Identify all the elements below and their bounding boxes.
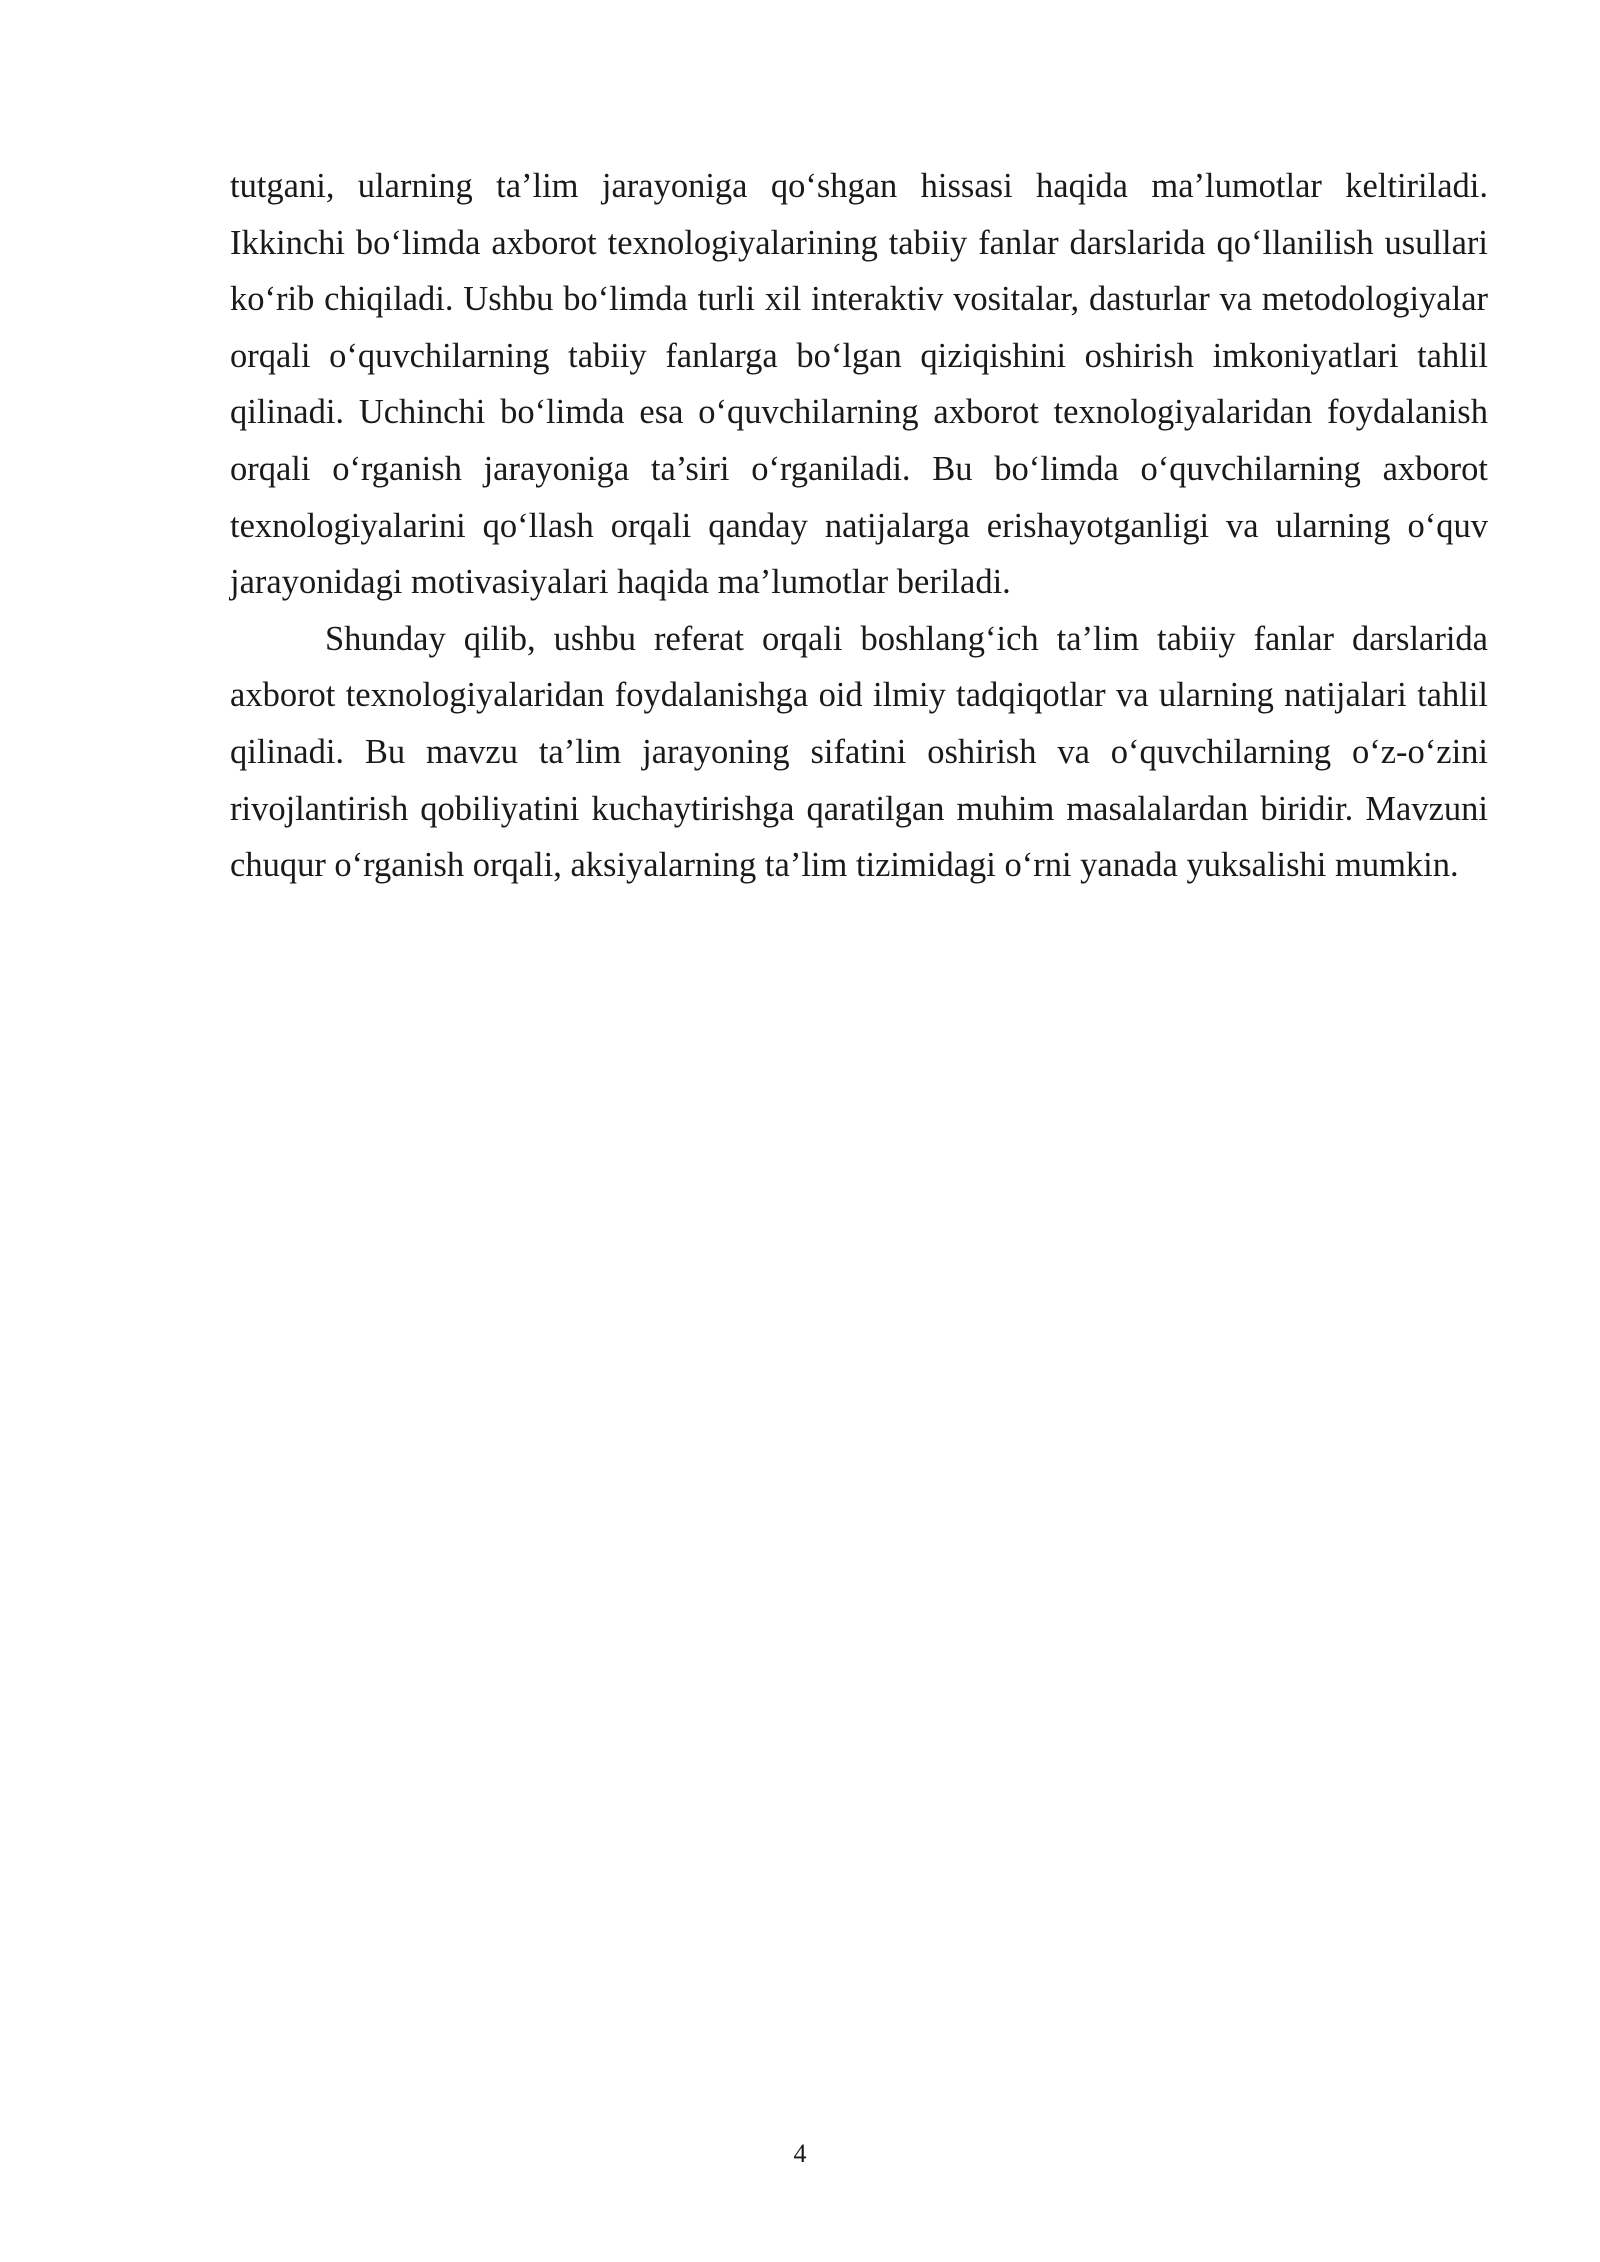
page-number: 4 bbox=[793, 2139, 807, 2168]
body-text bbox=[230, 158, 1488, 894]
paragraph-continuation: tutgani, ularning ta’lim jarayoniga qo‘shgan hissasi haqida ma’lumotlar keltiriladi. Ikkinchi bo‘limda axborot texnologiyalarining tabiiy fanlar darslarida qo‘llanilish usullari ko‘rib chiqiladi. Ushbu bo‘limda turli xil interaktiv vositalar, dasturlar va metodologiyalar orqali o‘quvchilarning tabiiy fanlarga bo‘lgan qiziqishini oshirish imkoniyatlari tahlil qilinadi. Uchinchi bo‘limda esa o‘quvchilarning axborot texnologiyalaridan foydalanish orqali o‘rganish jarayoniga ta’siri o‘rganiladi. Bu bo‘limda o‘quvchilarning axborot texnologiyalarini qo‘llash orqali qanday natijalarga erishayotganligi va ularning o‘quv jarayonidagi motivasiyalari haqida ma’lumotlar beriladi. bbox=[230, 167, 1488, 602]
paragraph-conclusion: Shunday qilib, ushbu referat orqali boshlang‘ich ta’lim tabiiy fanlar darslarida axborot texnologiyalaridan foydalanishga oid ilmiy tadqiqotlar va ularning natijalari tahlil qilinadi. Bu mavzu ta’lim jarayoning sifatini oshirish va o‘quvchilarning o‘z-o‘zini rivojlantirish qobiliyatini kuchaytirishga qaratilgan muhim masalalardan biridir. Mavzuni chuqur o‘rganish orqali, aksiyalarning ta’lim tizimidagi o‘rni yanada yuksalishi mumkin. bbox=[230, 619, 1488, 885]
